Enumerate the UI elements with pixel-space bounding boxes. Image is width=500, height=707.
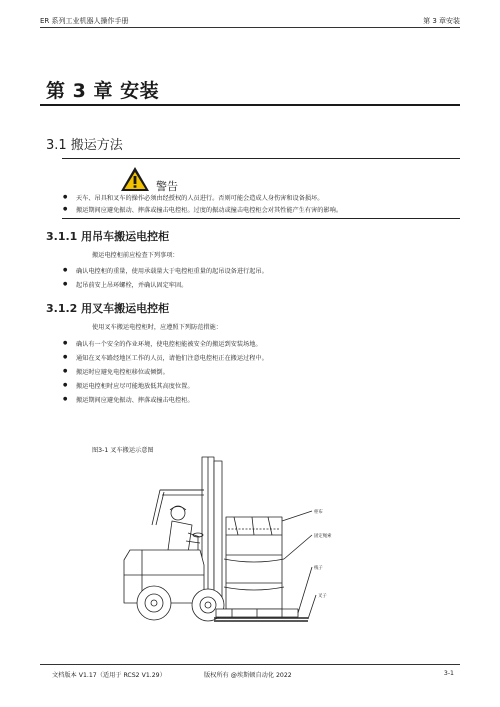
- figure-caption: 图3-1 叉车搬运示意图: [92, 447, 154, 454]
- chapter-divider: [40, 104, 460, 106]
- label-fork: 叉子: [318, 594, 327, 599]
- label-pallet: 栈子: [314, 566, 323, 571]
- header-manual-title: ER 系列工业机器人操作手册: [40, 17, 129, 25]
- page-header: [40, 14, 460, 28]
- warning-triangle-icon: [120, 166, 150, 192]
- header-chapter: 第 3 章安装: [423, 17, 460, 25]
- footer-divider: [40, 664, 460, 665]
- list-item: ● 通知在叉车路经地区工作的人员，请他们注意电控柜正在搬运过程中。: [76, 353, 268, 362]
- warning-bottom-rule: [62, 218, 460, 219]
- list-item: ● 确认有一个安全的作业环境，使电控柜能被安全的搬运到安装场地。: [76, 339, 262, 348]
- header-divider: [40, 27, 460, 28]
- list-item: ● 起吊前安上吊环螺栓，并确认固定牢固。: [76, 280, 187, 289]
- footer-page-number: 3-1: [443, 670, 454, 677]
- section-3-1-title: 3.1 搬运方法: [46, 138, 123, 153]
- section-3-1-1-intro: 搬运电控柜前应检查下列事项：: [92, 252, 179, 259]
- chapter-title: 第 3 章 安装: [46, 80, 160, 102]
- list-item: ● 搬运时应避免电控柜移位或倾倒。: [76, 367, 169, 376]
- warning-title: 警告: [156, 180, 178, 193]
- label-cabinet: 柜布: [314, 510, 323, 515]
- footer-version: 文档版本 V1.17（适用于 RCS2 V1.29）: [52, 672, 166, 679]
- list-item: ● 确认电控柜的重量，使用承载量大于电控柜重量的起吊设备进行起吊。: [76, 266, 268, 275]
- forklift-illustration: [112, 455, 382, 640]
- section-3-1-1-title: 3.1.1 用吊车搬运电控柜: [46, 230, 170, 243]
- label-strap: 固定绳索: [314, 534, 332, 539]
- footer-copyright: 版权所有 @埃斯顿自动化 2022: [204, 672, 292, 679]
- section-3-1-2-intro: 使用叉车搬运电控柜时，应遵照下列防范措施：: [92, 324, 222, 331]
- warning-top-rule: [62, 158, 460, 159]
- warning-item: ● 天车、吊具和叉车的操作必须由经授权的人员进行。否则可能会造成人身伤害和设备损坏。: [76, 193, 324, 202]
- list-item: ● 搬运电控柜时应尽可能地放低其高度位置。: [76, 381, 194, 390]
- section-3-1-2-title: 3.1.2 用叉车搬运电控柜: [46, 302, 170, 315]
- warning-item: ● 搬运期间应避免振动、摔落或撞击电控柜。过度的振动或撞击电控柜会对其性能产生有害的影响。: [76, 205, 342, 214]
- list-item: ● 搬运期间应避免振动、摔落或撞击电控柜。: [76, 395, 194, 404]
